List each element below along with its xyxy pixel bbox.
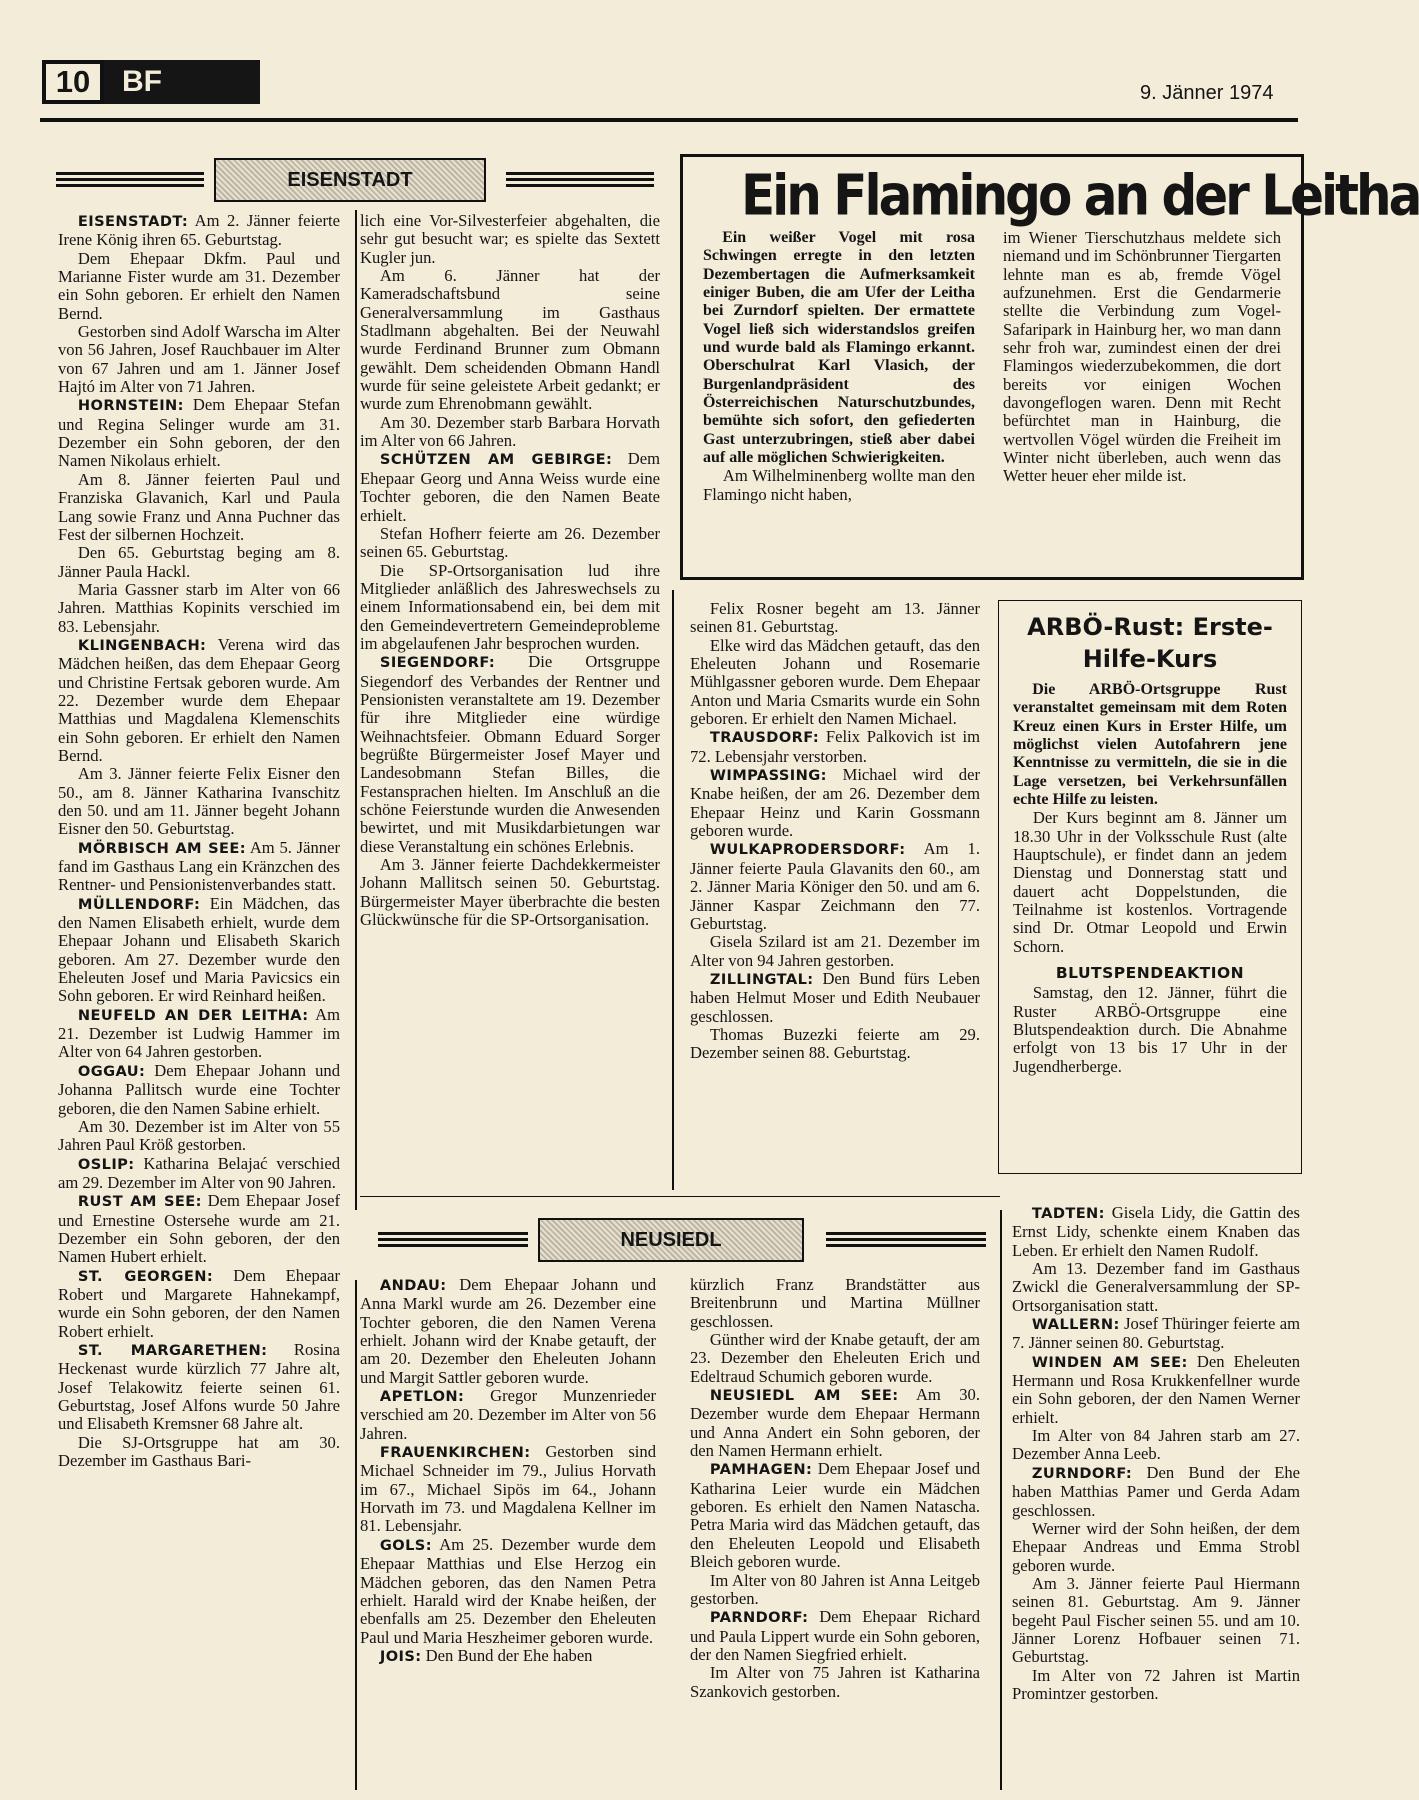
column-rule xyxy=(355,1280,357,1790)
news-text: Die Ortsgruppe Siegendorf des Verbandes der Rentner und Pensionisten veranstaltete am 19. Dezember für ihre Mitglieder eine würdige Weihnachtsfeier. Obmann Eduard Sorger begrüßte Bürgermeister Josef Mayer und Landesobmann Stefan Billes, die Festansprachen hielten. Im Anschluß an die schöne Feierstunde wurden die Anwesenden bewirtet, und mit Musikdarbietungen war diese Veranstaltung ein schönes Erlebnis. xyxy=(360,652,660,856)
section-rules-left xyxy=(378,1232,528,1252)
column-rule xyxy=(672,590,674,1190)
news-item xyxy=(360,653,660,856)
section-head-eisenstadt: EISENSTADT xyxy=(214,158,486,202)
news-text: Dem Ehepaar Richard und Paula Lippert wurde ein Sohn geboren, der den Namen Siegfried erhielt. xyxy=(690,1607,980,1664)
news-text: Rosina Heckenast wurde kürzlich 77 Jahre alt, Josef Telakowitz feierte seinen 61. Geburtstag, Josef Alfons wurde 50 Jahre und Elisabeth Kremsner 68 Jahre alt. xyxy=(58,1339,340,1434)
place-name: GOLS: xyxy=(379,1536,432,1554)
news-text: Gestorben sind Michael Schneider im 79., Julius Horvath im 67., Michael Sipös im 64., Johann Horvath im 73. und Magdalena Kellner im 81. Lebensjahr. xyxy=(360,1442,656,1536)
news-paragraph xyxy=(360,212,660,267)
section-rules-right xyxy=(826,1232,986,1252)
news-item xyxy=(360,1387,656,1443)
news-text: Am 6. Jänner hat der Kameradschaftsbund seine Generalversammlung im Gasthaus Stadlmann abgehalten. Bei der Neuwahl wurde Ferdinand Brunner zum Obmann gewählt. Dem scheidenden Obmann Handl wurde für seine geleistete Arbeit gedankt; er wurde zum Ehrenobmann gewählt. xyxy=(360,266,660,414)
arbo-subhead: BLUTSPENDEAKTION xyxy=(1055,964,1245,983)
news-paragraph xyxy=(690,637,980,729)
news-item xyxy=(58,1267,340,1341)
news-text: Am 2. Jänner feierte Irene König ihren 65. Geburtstag. xyxy=(58,211,340,250)
place-name: ZURNDORF: xyxy=(1031,1464,1133,1482)
news-paragraph xyxy=(1012,1667,1300,1704)
place-name: WULKAPRODERSDORF: xyxy=(709,841,906,859)
place-name: APETLON: xyxy=(379,1388,465,1406)
place-name: MÖRBISCH AM SEE: xyxy=(77,839,246,857)
news-paragraph xyxy=(1012,1427,1300,1464)
news-text: Den 65. Geburtstag beging am 8. Jänner Paula Hackl. xyxy=(58,543,340,581)
flamingo-col-1 xyxy=(703,229,975,575)
column-rule xyxy=(355,210,357,1210)
news-paragraph xyxy=(360,525,660,562)
news-paragraph xyxy=(1012,1260,1300,1315)
news-text: Im Alter von 72 Jahren ist Martin Promintzer gestorben. xyxy=(1012,1665,1300,1703)
news-text: Die SP-Ortsorganisation lud ihre Mitglieder anläßlich des Jahreswechsels zu einem Informationsabend ein, bei dem mit den Gemeindevertretern Gemeindeprobleme im abgelaufenen Jahr besprochen wurden. xyxy=(360,560,660,653)
news-paragraph xyxy=(58,1118,340,1155)
place-name: PAMHAGEN: xyxy=(709,1461,813,1479)
header-rule xyxy=(40,118,1298,122)
news-item xyxy=(360,450,660,524)
news-text: Günther wird der Knabe getauft, der am 23. Dezember den Eheleuten Erich und Edeltraud Schumich geboren wurde. xyxy=(690,1330,980,1386)
news-text: Michael wird der Knabe heißen, der am 26. Dezember dem Ehepaar Heinz und Karin Gossmann geboren wurde. xyxy=(690,765,980,841)
news-item xyxy=(690,728,980,766)
news-text: Den Eheleuten Hermann und Rosa Krukkenfellner wurde ein Sohn geboren, der den Namen Werner erhielt. xyxy=(1012,1351,1300,1427)
news-text: Den Bund fürs Leben haben Helmut Moser und Edith Neubauer geschlossen. xyxy=(690,968,980,1026)
news-text: Dem Ehepaar Dkfm. Paul und Marianne Fister wurde am 31. Dezember ein Sohn geboren. Er erhielt den Namen Bernd. xyxy=(58,248,340,323)
news-text: Im Alter von 80 Jahren ist Anna Leitgeb gestorben. xyxy=(690,1570,980,1608)
place-name: ANDAU: xyxy=(379,1277,447,1294)
place-name: KLINGENBACH: xyxy=(77,636,207,654)
section-label: BF xyxy=(104,60,260,104)
place-name: WINDEN AM SEE: xyxy=(1031,1353,1188,1371)
arbo-headline: ARBÖ-Rust: Erste-Hilfe-Kurs xyxy=(1027,613,1273,673)
column-3 xyxy=(690,600,980,1180)
news-item xyxy=(58,636,340,765)
news-text: Ein Mädchen, das den Namen Elisabeth erhielt, wurde dem Ehepaar Johann und Elisabeth Skarich geboren. Am 27. Dezember wurde den Eheleuten Josef und Maria Pavicsics ein Sohn geboren. Er wird Reinhard heißen. xyxy=(58,893,340,1006)
news-item xyxy=(58,895,340,1006)
news-text: Am 3. Jänner feierte Felix Eisner den 50., am 8. Jänner Katharina Ivanschitz den 50. und am 11. Jänner begeht Johann Eisner den 50. Geburtstag. xyxy=(58,764,340,839)
arbo-article-box xyxy=(998,600,1302,1174)
news-text: Gregor Munzenrieder verschied am 20. Dezember im Alter von 56 Jahren. xyxy=(360,1386,656,1443)
news-text: Werner wird der Sohn heißen, der dem Ehepaar Andreas und Emma Strobl geboren wurde. xyxy=(1012,1518,1300,1575)
place-name: NEUFELD AN DER LEITHA: xyxy=(77,1006,309,1024)
news-item xyxy=(58,839,340,895)
section-head-neusiedl: NEUSIEDL xyxy=(538,1218,804,1262)
news-paragraph xyxy=(690,1276,980,1331)
news-text: Dem Ehepaar Josef und Katharina Leier wurde ein Mädchen geboren. Es erhielt den Namen Natascha. Petra Maria wird das Mädchen getauft, das den Eheleuten Leopold und Elisabeth Bleich geboren wurde. xyxy=(690,1459,980,1572)
place-name: ZILLINGTAL: xyxy=(709,970,814,988)
news-item xyxy=(360,1536,656,1647)
news-text: Am 30. Dezember ist im Alter von 55 Jahren Paul Kröß gestorben. xyxy=(58,1116,340,1155)
news-text: Gisela Lidy, die Gattin des Ernst Lidy, schenkte einem Knaben das Leben. Er erhielt den Namen Rudolf. xyxy=(1012,1203,1300,1260)
news-paragraph xyxy=(58,544,340,581)
news-item xyxy=(1012,1353,1300,1427)
news-paragraph xyxy=(58,471,340,544)
news-paragraph xyxy=(58,323,340,396)
news-item xyxy=(58,1155,340,1193)
news-text: Am 30. Dezember starb Barbara Horvath im Alter von 66 Jahren. xyxy=(360,412,660,451)
news-item xyxy=(58,1062,340,1118)
news-item xyxy=(690,840,980,933)
news-text: Dem Ehepaar Stefan und Regina Selinger wurde am 31. Dezember ein Sohn geboren, der den Namen Nikolaus erhielt. xyxy=(58,395,340,471)
news-item xyxy=(1012,1315,1300,1353)
place-name: RUST AM SEE: xyxy=(77,1193,202,1211)
place-name: MÜLLENDORF: xyxy=(77,895,201,913)
news-text: Gestorben sind Adolf Warscha im Alter von 56 Jahren, Josef Rauchbauer im Alter von 67 Jahren und am 1. Jänner Josef Hajtó im Alter von 71 Jahren. xyxy=(58,322,340,397)
news-text: Am 21. Dezember ist Ludwig Hammer im Alter von 64 Jahren gestorben. xyxy=(58,1004,340,1062)
arbo-body xyxy=(1013,611,1287,1167)
place-name: PARNDORF: xyxy=(709,1609,809,1627)
news-text: Im Alter von 75 Jahren ist Katharina Szankovich gestorben. xyxy=(690,1663,980,1701)
place-name: HORNSTEIN: xyxy=(77,397,184,415)
column-1 xyxy=(58,212,340,1796)
news-text: Dem Ehepaar Johann und Anna Markl wurde am 26. Dezember eine Tochter geboren, die den Namen Verena erhielt. Johann wird der Knabe getauft, der am 20. Dezember den Eheleuten Johann und Margit Sattler geboren wurde. xyxy=(360,1275,656,1387)
issue-date: 9. Jänner 1974 xyxy=(1140,82,1274,104)
news-text: Den Bund der Ehe haben xyxy=(421,1645,593,1665)
place-name: NEUSIEDL AM SEE: xyxy=(709,1387,899,1405)
news-text: Am 30. Dezember wurde dem Ehepaar Hermann und Anna Andert ein Sohn geboren, der den Namen Hermann erhielt. xyxy=(690,1385,980,1461)
news-text: Josef Thüringer feierte am 7. Jänner seinen 80. Geburtstag. xyxy=(1012,1314,1300,1353)
news-paragraph xyxy=(690,933,980,970)
flamingo-lead: Ein weißer Vogel mit rosa Schwingen erregte in den letzten Dezembertagen die Aufmerksamkeit einiger Buben, die am Ufer der Leitha bei Zurndorf spielten. Der ermattete Vogel ließ sich widerstandslos greifen und wurde bald als Flamingo erkannt. Oberschulrat Karl Vlasich, der Burgenlandpräsident des Österreichischen Naturschutzbundes, bemühte sich sofort, den gefiederten Gast unterzubringen, stieß aber dabei auf alle möglichen Schwierigkeiten. xyxy=(703,229,975,467)
news-paragraph xyxy=(58,765,340,838)
place-name: ST. GEORGEN: xyxy=(77,1267,214,1285)
news-paragraph xyxy=(360,856,660,929)
news-item xyxy=(1012,1464,1300,1520)
news-text: Am 3. Jänner feierte Dachdekkermeister Johann Mallitsch seinen 50. Geburtstag. Bürgermeister Mayer überbrachte die besten Glückwünsche für die SP-Ortsorganisation. xyxy=(360,855,660,930)
place-name: OGGAU: xyxy=(77,1062,146,1080)
news-item xyxy=(58,212,340,250)
column-2 xyxy=(360,212,660,1180)
column-5 xyxy=(690,1276,980,1796)
news-item xyxy=(690,1386,980,1460)
news-paragraph xyxy=(58,581,340,636)
column-6 xyxy=(1012,1204,1300,1796)
news-text: Gisela Szilard ist am 21. Dezember im Alter von 94 Jahren gestorben. xyxy=(690,932,980,970)
news-paragraph xyxy=(360,267,660,414)
flamingo-article-box xyxy=(680,154,1419,580)
news-text: Am 13. Dezember fand im Gasthaus Zwickl die Generalversammlung der SP-Ortsorganisation statt. xyxy=(1012,1259,1300,1315)
news-text: lich eine Vor-Silvesterfeier abgehalten, die sehr gut besucht war; es spielte das Sextett Kugler jun. xyxy=(360,211,660,267)
news-item xyxy=(1012,1204,1300,1260)
news-paragraph xyxy=(58,250,340,323)
news-item xyxy=(58,1341,340,1434)
news-text: Felix Rosner begeht am 13. Jänner seinen 81. Geburtstag. xyxy=(690,599,980,637)
arbo-paragraph: Der Kurs beginnt am 8. Jänner um 18.30 Uhr in der Volksschule Rust (alte Hauptschule), er findet dann an jedem Dienstag und Donnerstag statt und dauert acht Doppelstunden, die Teilnahme ist kostenlos. Vortragende sind Dr. Otmar Leopold und Erwin Schorn. xyxy=(1013,808,1287,956)
place-name: SIEGENDORF: xyxy=(379,654,496,672)
flamingo-headline: Ein Flamingo an der Leitha xyxy=(741,163,1419,228)
news-text: Am 1. Jänner feierte Paula Glavanits den 60., am 2. Jänner Maria Königer den 50. und am 6. Jänner Kaspar Zeichmann den 77. Geburtstag. xyxy=(690,839,980,933)
place-name: SCHÜTZEN AM GEBIRGE: xyxy=(379,451,613,469)
news-paragraph xyxy=(690,600,980,637)
news-text: Dem Ehepaar Robert und Margarete Hahnekampf, wurde ein Sohn geboren, der den Namen Robert erhielt. xyxy=(58,1265,341,1341)
news-item xyxy=(58,396,340,470)
flamingo-col-2 xyxy=(1003,229,1281,575)
news-paragraph xyxy=(360,562,660,654)
news-item xyxy=(690,766,980,840)
news-text: Dem Ehepaar Johann und Johanna Pallitsch wurde eine Tochter geboren, die den Namen Sabine erhielt. xyxy=(58,1060,340,1118)
arbo-paragraph: Samstag, den 12. Jänner, führt die Ruster ARBÖ-Ortsgruppe eine Blutspendeaktion durch. Die Abnahme erfolgt von 13 bis 17 Uhr in der Jugendherberge. xyxy=(1013,983,1287,1076)
news-paragraph xyxy=(1012,1575,1300,1667)
place-name: TRAUSDORF: xyxy=(709,729,820,747)
neusiedl-rule xyxy=(360,1196,1000,1197)
news-text: Stefan Hofherr feierte am 26. Dezember seinen 65. Geburtstag. xyxy=(360,523,660,562)
news-item xyxy=(690,970,980,1026)
flamingo-paragraph: im Wiener Tierschutzhaus meldete sich niemand und im Schönbrunner Tiergarten lehnte man es ab, fremde Vögel aufzunehmen. Erst die Gendarmerie stellte die Verbindung zum Vogel-Safaripark in Hainburg her, wo man dann sehr froh war, zumindest einen der drei Flamingos wiederzubekommen, die dort bereits vor einigen Wochen davongeflogen waren. Denn mit Recht befürchtet man in Hainburg, die wertvollen Vögel würden die Freiheit im Winter nicht überleben, auch wenn das Wetter heuer eher milde ist. xyxy=(1003,228,1281,486)
news-text: Katharina Belajać verschied am 29. Dezember im Alter von 90 Jahren. xyxy=(58,1153,340,1192)
section-rules-left xyxy=(56,172,204,192)
news-text: Am 3. Jänner feierte Paul Hiermann seinen 81. Geburtstag. Am 9. Jänner begeht Paul Fischer seinen 55. und am 10. Jänner Lorenz Hofbauer seinen 71. Geburtstag. xyxy=(1012,1573,1300,1667)
place-name: EISENSTADT: xyxy=(77,213,189,230)
news-text: Dem Ehepaar Josef und Ernestine Ostersehe wurde am 21. Dezember ein Sohn geboren, der den Namen Hubert erhielt. xyxy=(58,1191,341,1267)
news-paragraph xyxy=(690,1664,980,1701)
news-item xyxy=(58,1006,340,1062)
news-text: Im Alter von 84 Jahren starb am 27. Dezember Anna Leeb. xyxy=(1012,1426,1300,1464)
news-text: Thomas Buzezki feierte am 29. Dezember seinen 88. Geburtstag. xyxy=(690,1024,980,1063)
page-number: 10 xyxy=(42,60,104,104)
news-item xyxy=(690,1460,980,1571)
arbo-lead: Die ARBÖ-Ortsgruppe Rust veranstaltet gemeinsam mit dem Roten Kreuz einen Kurs in Erster Hilfe, um möglichst vielen Autofahrern jene Kenntnisse zu vermitteln, die sie in die Lage versetzen, bei Verkehrsunfällen echte Hilfe zu leisten. xyxy=(1013,681,1287,809)
news-text: Elke wird das Mädchen getauft, das den Eheleuten Johann und Rosemarie Mühlgassner geboren wurde. Dem Ehepaar Anton und Maria Csmarits wurde ein Sohn geboren. Er erhielt den Namen Michael. xyxy=(690,635,980,729)
place-name: TADTEN: xyxy=(1031,1205,1105,1222)
news-text: Am 8. Jänner feierten Paul und Franziska Glavanich, Karl und Paula Lang sowie Franz und Anna Puchner das Fest der silbernen Hochzeit. xyxy=(58,469,340,544)
news-text: Den Bund der Ehe haben Matthias Pamer und Gerda Adam geschlossen. xyxy=(1012,1462,1300,1520)
news-text: Am 5. Jänner fand im Gasthaus Lang ein Kränzchen des Rentner- und Pensionistenverbandes statt. xyxy=(58,837,340,895)
news-item xyxy=(58,1192,340,1266)
place-name: ST. MARGARETHEN: xyxy=(77,1341,268,1359)
place-name: OSLIP: xyxy=(77,1155,135,1173)
column-rule xyxy=(1000,1210,1002,1790)
place-name: WIMPASSING: xyxy=(709,767,827,785)
news-text: Dem Ehepaar Georg und Anna Weiss wurde eine Tochter geboren, die den Namen Beate erhielt. xyxy=(360,449,660,525)
news-paragraph xyxy=(360,414,660,451)
news-text: Felix Palkovich ist im 72. Lebensjahr verstorben. xyxy=(690,727,980,766)
section-rules-right xyxy=(506,172,654,192)
news-paragraph xyxy=(690,1331,980,1386)
news-text: Am 25. Dezember wurde dem Ehepaar Matthias und Else Herzog ein Mädchen geboren, das den Namen Petra erhielt. Harald wird der Knabe heißen, der ebenfalls am 25. Dezember den Eheleuten Paul und Maria Heszheimer geboren wurde. xyxy=(360,1534,656,1647)
news-text: Die SJ-Ortsgruppe hat am 30. Dezember im Gasthaus Bari- xyxy=(58,1432,340,1471)
news-text: Verena wird das Mädchen heißen, das dem Ehepaar Georg und Christine Fertsak geboren wurde. Am 22. Dezember wurde dem Ehepaar Matthias und Magdalena Klemenschits ein Sohn geboren. Er erhielt den Namen Bernd. xyxy=(58,634,340,765)
place-name: FRAUENKIRCHEN: xyxy=(379,1444,531,1462)
news-item xyxy=(360,1276,656,1387)
news-paragraph xyxy=(690,1572,980,1609)
flamingo-paragraph: Am Wilhelminenberg wollte man den Flamingo nicht haben, xyxy=(703,466,975,504)
news-paragraph xyxy=(58,1434,340,1471)
news-paragraph xyxy=(690,1026,980,1063)
news-paragraph xyxy=(1012,1520,1300,1575)
column-4 xyxy=(360,1276,656,1796)
news-text: kürzlich Franz Brandstätter aus Breitenbrunn und Martina Müllner geschlossen. xyxy=(690,1275,980,1331)
news-item xyxy=(690,1608,980,1664)
news-text: Maria Gassner starb im Alter von 66 Jahren. Matthias Kopinits verschied im 83. Lebensjahr. xyxy=(58,579,340,636)
news-item xyxy=(360,1443,656,1536)
place-name: WALLERN: xyxy=(1031,1316,1120,1334)
place-name: JOIS: xyxy=(379,1647,422,1665)
news-item xyxy=(360,1647,656,1666)
